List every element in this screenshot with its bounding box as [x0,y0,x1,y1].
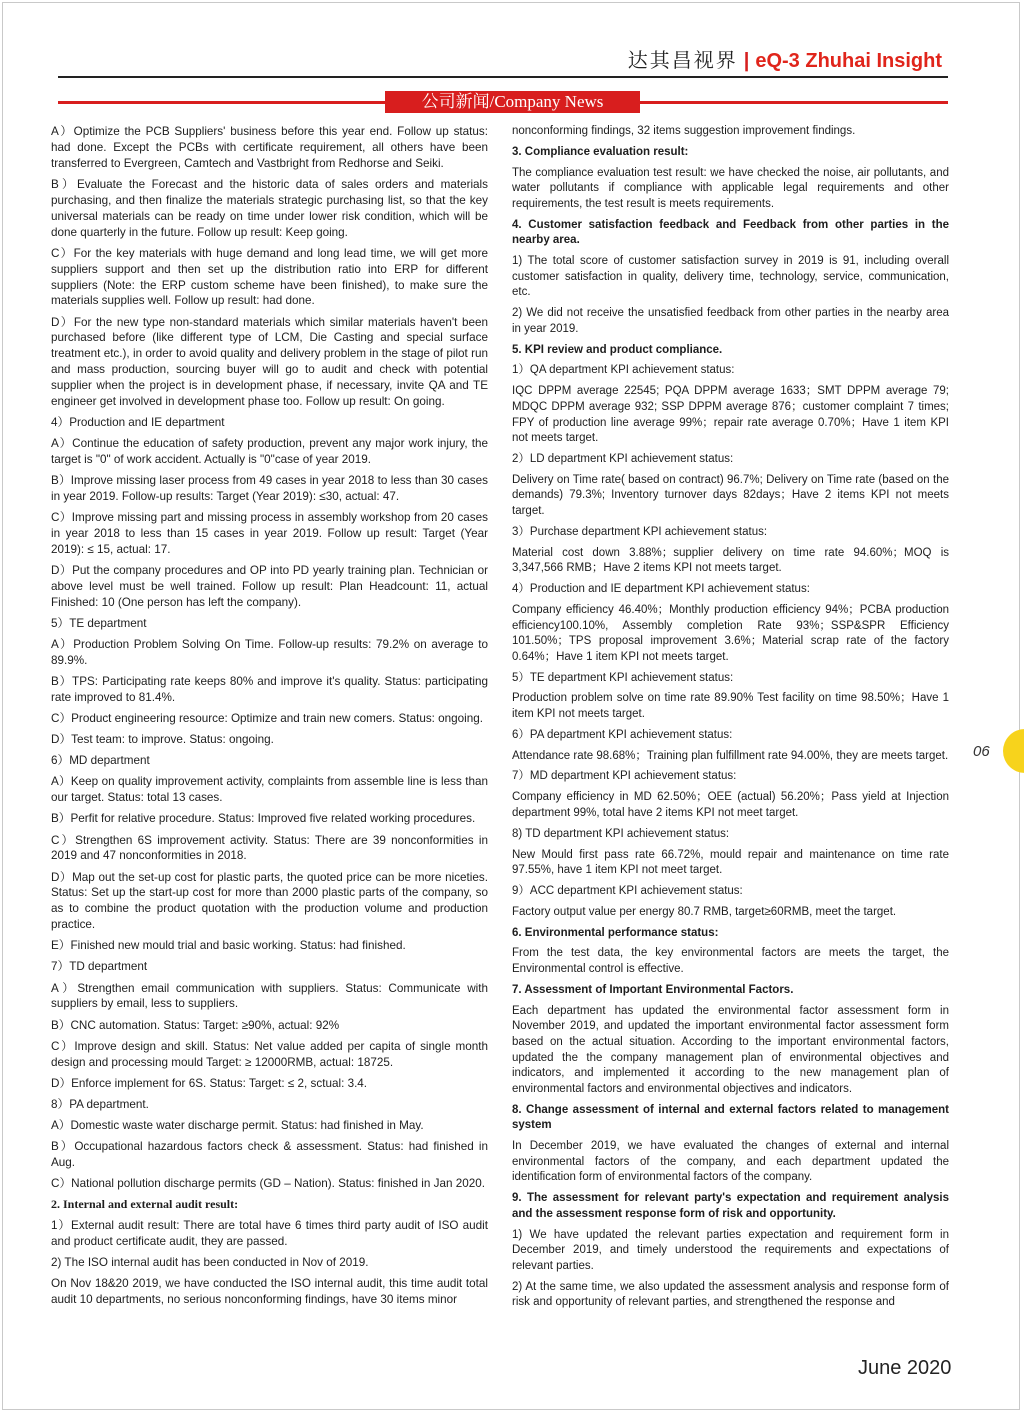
brand-separator: | [743,50,750,72]
paragraph: IQC DPPM average 22545; PQA DPPM average 1633；SMT DPPM average 79; MDQC DPPM average 932; SSP DPPM average 876；customer complaint 7 times; FPY of production line average 99%；repair rate average 0.70%；Have 1 item KPI not meets target. [512,385,949,445]
paragraph: D）Map out the set-up cost for plastic parts, the quoted price can be more niceties. Status: Set up the start-up cost for more than 2000 plastic parts of the company, so as to combine the product quotation with the production volume and production practice. [51,870,488,932]
paragraph: C）Improve design and skill. Status: Net value added per capita of single month design and processing mould Target: ≥ 12000RMB, actual: 18725. [51,1039,488,1069]
paragraph: 1) We have updated the relevant parties expectation and requirement form in December 2019, and timely understood the requirements and expectations of relevant parties. [512,1228,949,1272]
paragraph: B）Perfit for relative procedure. Status: Improved five related working procedures. [51,812,476,826]
paragraph: 1) The total score of customer satisfaction survey in 2019 is 91, including overall customer satisfaction in quality, delivery time, technology, service, communication, etc. [512,255,949,299]
section-heading: 8. Change assessment of internal and external factors related to management system [512,1103,949,1132]
paragraph: B）Evaluate the Forecast and the historic data of sales orders and materials purchasing, and then finalize the materials strategic purchasing list, so that the key universal materials can be ready on time under lower risk condition, which will be done quarterly in the future. Follow up result: Keep going. [51,177,488,239]
paragraph: New Mould first pass rate 66.72%, mould repair and maintenance on time rate 97.55%, have 1 item KPI not meet target. [512,848,949,877]
paragraph: C）National pollution discharge permits (GD – Nation). Status: finished in Jan 2020. [51,1176,485,1190]
brand-chinese-name: 达其昌视界 [627,48,738,72]
left-column [51,124,488,1313]
section-heading: 9. The assessment for relevant party's expectation and requirement analysis and the assessment response form of risk and opportunity. [512,1192,949,1220]
section-heading: 7. Assessment of Important Environmental Factors. [512,983,794,996]
paragraph: Attendance rate 98.68%；Training plan fulfillment rate 94.00%, they are meets target. [512,749,949,762]
subheading: 2）LD department KPI achievement status: [512,452,734,465]
subheading: 5）TE department KPI achievement status: [512,671,734,684]
paragraph: D）Test team: to improve. Status: ongoing. [51,733,274,747]
paragraph: On Nov 18&20 2019, we have conducted the ISO internal audit, this time audit total audit 10 departments, no serious nonconforming findings, have 30 items minor [51,1277,488,1307]
paragraph: nonconforming findings, 32 items suggestion improvement findings. [512,125,856,137]
page-number: 06 [973,743,990,760]
paragraph: B）TPS: Participating rate keeps 80% and improve it's quality. Status: participating rate improved to 81.4%. [51,675,488,705]
paragraph: B）Improve missing laser process from 49 cases in year 2018 to less than 30 cases in year 2019. Follow-up results: Target (Year 2019): ≤30, actual: 47. [51,474,488,504]
section-title: 公司新闻/Company News [385,91,640,113]
paragraph: Material cost down 3.88%；supplier delivery on time rate 94.60%；MOQ is 3,347,566 RMB；Have 2 items KPI not meets target. [512,546,949,575]
paragraph: D）Enforce implement for 6S. Status: Target: ≤ 2, sctual: 3.4. [51,1076,368,1090]
subheading: 7）TD department [51,960,148,974]
subheading: 3）Purchase department KPI achievement status: [512,525,768,538]
subheading: 5）TE department [51,617,147,631]
paragraph: A）Continue the education of safety production, prevent any major work injury, the target is "0" of work accident. Actually is "0"case of year 2019. [51,437,488,467]
paragraph: In December 2019, we have evaluated the changes of external and internal environmental factors of the company, and each department updated the identification form of environmental factors of the company. [512,1140,949,1184]
subheading: 6）MD department [51,754,150,768]
issue-date: June 2020 [858,1357,952,1379]
paragraph: Each department has updated the environmental factor assessment form in November 2019, and updated the important environmental factor assessment form based on the actual situation. According to the important environmental factors, updated the the company management plan of environmental objectives and indicators, and implemented it according to the new management plan of environmental factors and environmental objectives and indicators. [512,1004,949,1095]
paragraph: The compliance evaluation test result: we have checked the noise, air pollutants, and water pollutants if compliance with applicable legal requirements and other requirements, the test result is meets requirements. [512,166,949,210]
paragraph: Factory output value per energy 80.7 RMB, target≥60RMB, meet the target. [512,905,897,918]
paragraph: E）Finished new mould trial and basic working. Status: had finished. [51,939,406,953]
paragraph: 2) The ISO internal audit has been conducted in Nov of 2019. [51,1256,369,1270]
paragraph: Production problem solve on time rate 89.90% Test facility on time 98.50%；Have 1 item KPI not meets target. [512,692,949,720]
paragraph: D）For the new type non-standard materials which similar materials haven't been purchased before (like different type of LCM, Die Casting and special surface treatment etc.), in order to avoid quality and delivery problem in the stage of pilot run and mass production, sourcing buyer will go to audit and check with potential supplier when the project is in development phase, if necessary, invite QA and TE engineer get involved in development phase too. Follow up result: On going. [51,315,488,409]
subheading: 6）PA department KPI achievement status: [512,728,733,741]
subheading: 4）Production and IE department KPI achievement status: [512,583,810,596]
paragraph: 2) We did not receive the unsatisfied feedback from other parties in the nearby area in year 2019. [512,307,949,335]
section-heading: 5. KPI review and product compliance. [512,343,723,356]
subheading: 4）Production and IE department [51,416,225,430]
paragraph: Delivery on Time rate( based on contract) 96.7%; Delivery on Time rate (based on the demands) 79.3%; Inventory turnover days 82days；Have 2 items KPI not meets target. [512,473,949,517]
section-heading: 3. Compliance evaluation result: [512,145,689,158]
section-heading: 6. Environmental performance status: [512,926,719,939]
paragraph: B）CNC automation. Status: Target: ≥90%, actual: 92% [51,1018,340,1032]
right-column [512,124,949,1316]
paragraph: A）Strengthen email communication with suppliers. Status: Communicate with suppliers by email, less to suppliers. [51,981,488,1011]
paragraph: A）Optimize the PCB Suppliers' business before this year end. Follow up status: had done. Except the PCBs with certificate requirement, all others have been transferred to Evergreen, Camtech and Vastbright from Redhorse and Seiki. [51,125,488,170]
paragraph: C）Product engineering resource: Optimize and train new comers. Status: ongoing. [51,712,484,726]
subheading: 1）QA department KPI achievement status: [512,364,735,377]
paragraph: C）Strengthen 6S improvement activity. Status: There are 39 nonconformities in 2019 and 47 nonconformities in 2018. [51,833,488,863]
subheading: 9）ACC department KPI achievement status: [512,884,743,897]
paragraph: 1）External audit result: There are total have 6 times third party audit of ISO audit and product certificate audit, they are passed. [51,1219,488,1248]
section-heading: 4. Customer satisfaction feedback and Feedback from other parties in the nearby area. [512,218,949,247]
paragraph: Company efficiency 46.40%；Monthly production efficiency 94%；PCBA production efficiency100.10%, Assembly completion Rate 93%；SSP&SPR Efficiency 101.50%；TPS proposal improvement 3.6%；Material scrap rate of the factory 0.64%；Have 1 item KPI not meets target. [512,603,949,663]
paragraph: C）For the key materials with huge demand and long lead time, we will get more suppliers support and then set up the distribution ratio into ERP for different suppliers (Note: the ERP custom scheme have been finished), to make sure the materials supplies well. Follow up result: had done. [51,246,488,308]
paragraph: Company efficiency in MD 62.50%；OEE (actual) 56.20%；Pass yield at Injection department 99%, total have 2 items KPI not meet target. [512,791,949,819]
subheading: 8）PA department. [51,1097,149,1111]
paragraph: A）Production Problem Solving On Time. Follow-up results: 79.2% on average to 89.9%. [51,638,488,668]
brand-english-name: eQ-3 Zhuhai Insight [755,50,942,72]
paragraph: From the test data, the key environmental factors are meets the target, the Environmental control is effective. [512,947,949,975]
subheading: 8) TD department KPI achievement status: [512,827,730,840]
paragraph: C）Improve missing part and missing process in assembly workshop from 20 cases in year 2018 to less than 15 cases in year 2019. Follow up result: Target (Year 2019): ≤ 15, actual: 17. [51,511,488,557]
header-brand [628,44,942,73]
paragraph: D）Put the company procedures and OP into PD yearly training plan. Technician or above level must be well trained. Follow up result: Plan Headcount: 11, actual Finished: 10 (One person has left the company). [51,564,488,609]
header-divider [58,76,948,78]
paragraph: A）Domestic waste water discharge permit. Status: had finished in May. [51,1118,424,1132]
paragraph: A）Keep on quality improvement activity, complaints from assemble line is less than our target. Status: total 13 cases. [51,775,488,805]
paragraph: B）Occupational hazardous factors check & assessment. Status: had finished in Aug. [51,1139,488,1169]
subheading: 7）MD department KPI achievement status: [512,770,737,783]
section-heading: 2. Internal and external audit result: [51,1197,239,1211]
paragraph: 2) At the same time, we also updated the assessment analysis and response form of risk and opportunity of relevant parties, and strengthened the response and [512,1280,949,1309]
